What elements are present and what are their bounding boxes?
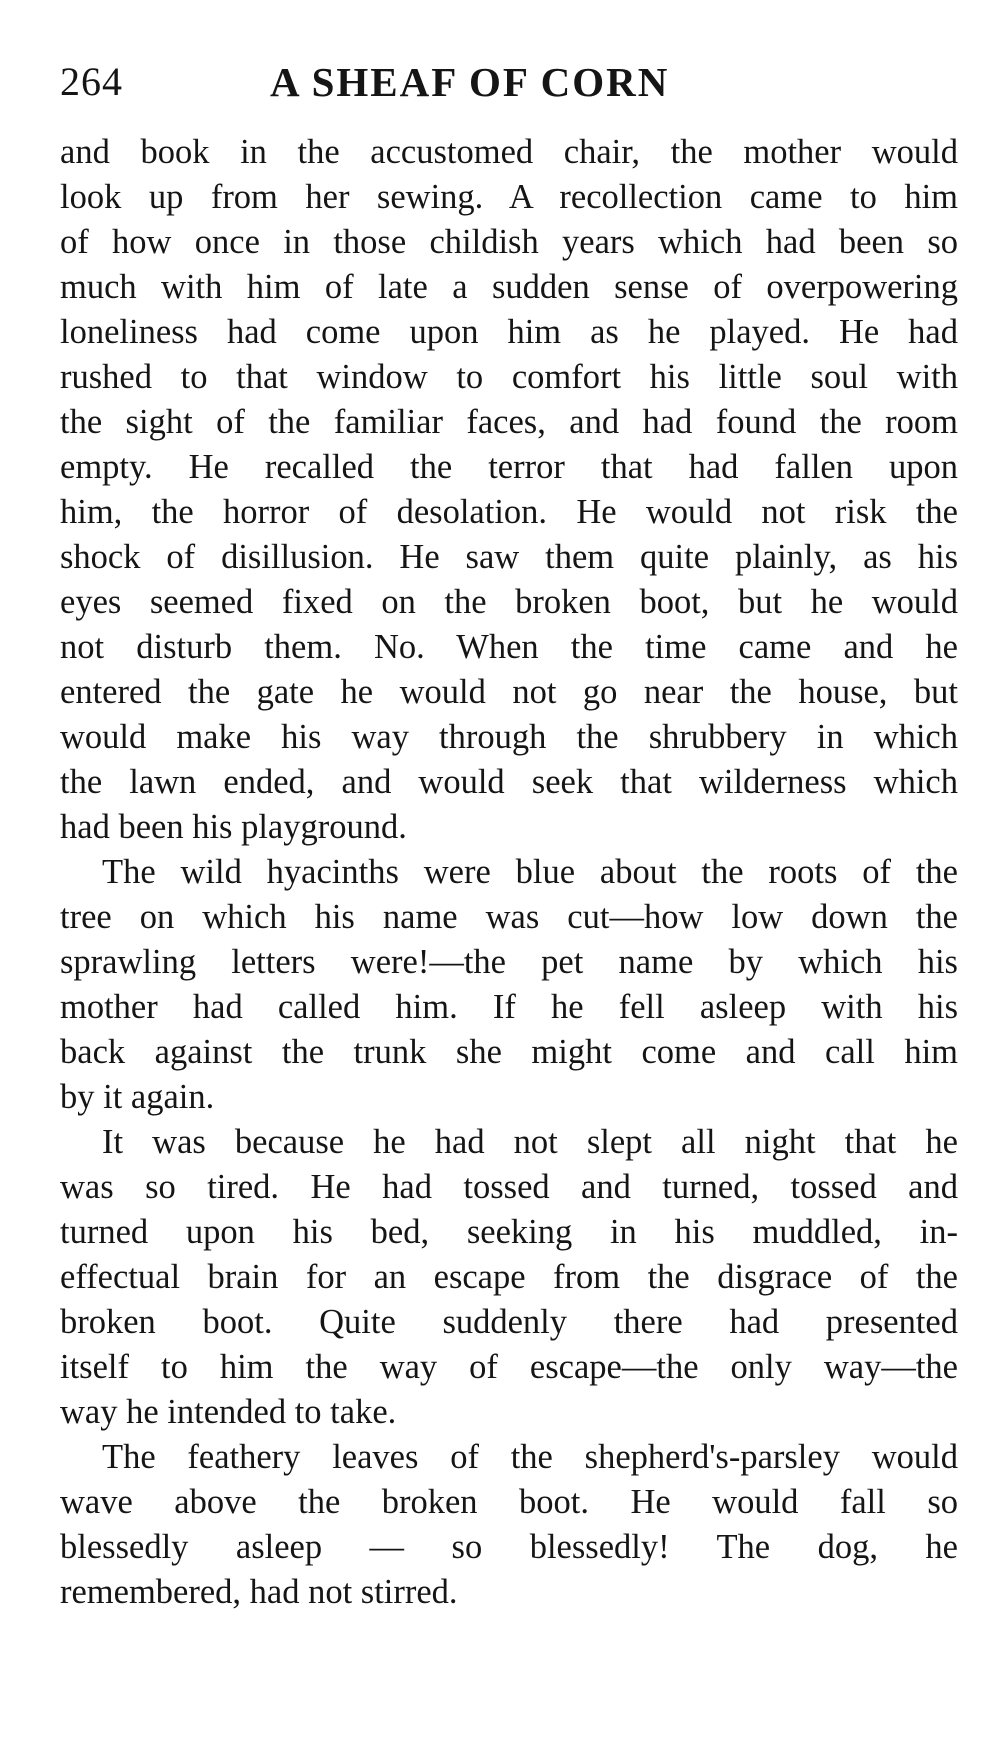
text-line: loneliness had come upon him as he played. He had <box>60 313 958 351</box>
page-header <box>60 52 960 112</box>
running-title: A SHEAF OF CORN <box>270 59 670 105</box>
paragraph <box>60 850 958 1120</box>
text-line: blessedly asleep — so blessedly! The dog, he <box>60 1528 958 1566</box>
text-line: mother had called him. If he fell asleep with his <box>60 988 958 1026</box>
text-line: empty. He recalled the terror that had fallen upon <box>60 448 958 486</box>
text-line: the lawn ended, and would seek that wilderness which <box>60 763 958 801</box>
text-line: effectual brain for an escape from the disgrace of the <box>60 1258 958 1296</box>
text-line: look up from her sewing. A recollection came to him <box>60 178 958 216</box>
text-line: It was because he had not slept all night that he <box>102 1123 958 1161</box>
text-line: The wild hyacinths were blue about the roots of the <box>102 853 958 891</box>
text-line: turned upon his bed, seeking in his muddled, in- <box>60 1213 958 1251</box>
page-number: 264 <box>60 59 123 104</box>
text-line: and book in the accustomed chair, the mother would <box>60 133 958 171</box>
text-line: him, the horror of desolation. He would not risk the <box>60 493 958 531</box>
text-line: had been his playground. <box>60 808 407 846</box>
text-line: shock of disillusion. He saw them quite plainly, as his <box>60 538 958 576</box>
text-line: back against the trunk she might come and call him <box>60 1033 958 1071</box>
text-line: would make his way through the shrubbery in which <box>60 718 958 756</box>
text-line: remembered, had not stirred. <box>60 1573 458 1611</box>
text-line: broken boot. Quite suddenly there had presented <box>60 1303 958 1341</box>
text-line: wave above the broken boot. He would fall so <box>60 1483 958 1521</box>
text-line: the sight of the familiar faces, and had found the room <box>60 403 958 441</box>
paragraph <box>60 1435 958 1615</box>
text-line: entered the gate he would not go near the house, but <box>60 673 958 711</box>
paragraph <box>60 130 958 850</box>
text-line: sprawling letters were!—the pet name by which his <box>60 943 958 981</box>
text-line: was so tired. He had tossed and turned, tossed and <box>60 1168 958 1206</box>
text-line: eyes seemed fixed on the broken boot, but he would <box>60 583 958 621</box>
text-line: tree on which his name was cut—how low down the <box>60 898 958 936</box>
text-line: much with him of late a sudden sense of overpowering <box>60 268 958 306</box>
text-line: The feathery leaves of the shepherd's-parsley would <box>102 1438 958 1476</box>
text-line: of how once in those childish years which had been so <box>60 223 958 261</box>
text-line: by it again. <box>60 1078 215 1116</box>
paragraph <box>60 1120 958 1435</box>
text-line: way he intended to take. <box>60 1393 397 1431</box>
body-text <box>60 130 958 1615</box>
text-line: not disturb them. No. When the time came and he <box>60 628 958 666</box>
text-line: rushed to that window to comfort his little soul with <box>60 358 958 396</box>
text-line: itself to him the way of escape—the only way—the <box>60 1348 958 1386</box>
